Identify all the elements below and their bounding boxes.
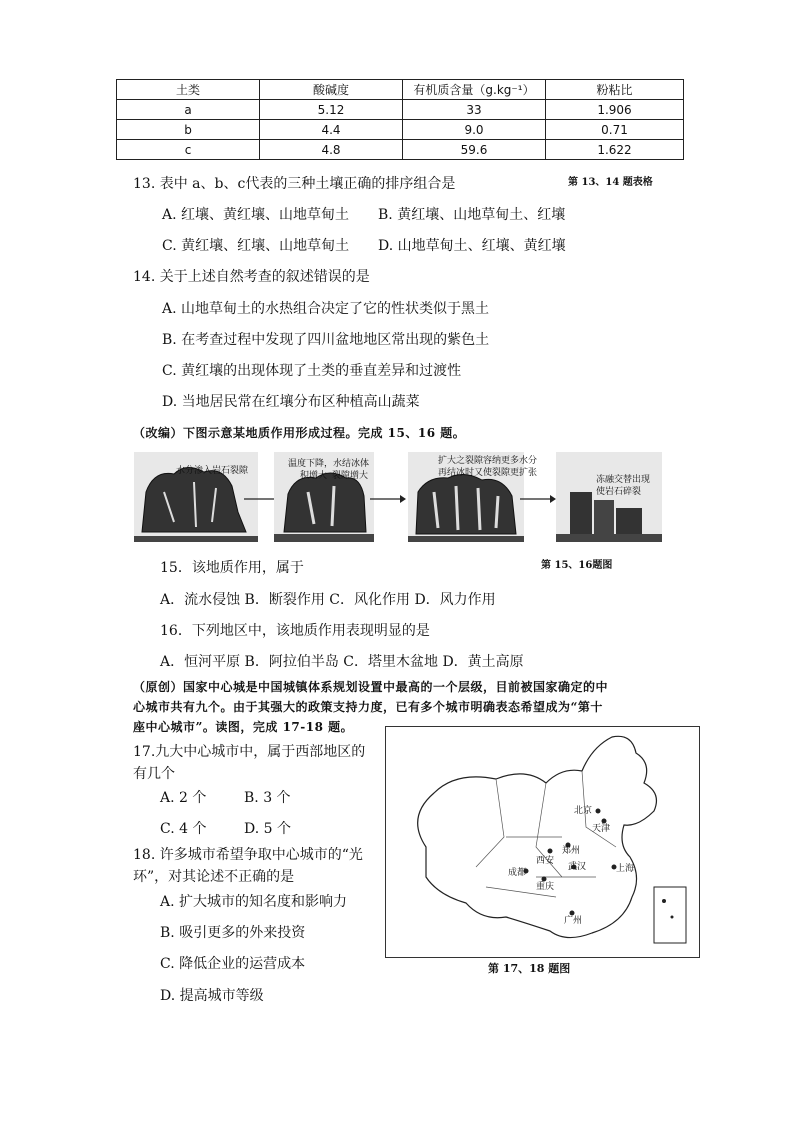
- table-header-row: [117, 80, 684, 100]
- map-city-label: 天津: [592, 824, 611, 834]
- figure-caption: 第 15、16题图: [541, 560, 613, 571]
- table-row: [117, 120, 684, 140]
- arrow-icon: [370, 494, 406, 504]
- question-14: 14. 关于上述自然考查的叙述错误的是: [133, 269, 370, 285]
- table-cell: b: [117, 120, 260, 140]
- q13-option-c[interactable]: C. 黄红壤、红壤、山地草甸土: [162, 238, 350, 254]
- map-city-label: 北京: [574, 806, 593, 816]
- table-header-cell: 有机质含量（g.kg⁻¹）: [403, 80, 546, 100]
- map-city-label: 成都: [508, 868, 527, 878]
- q14-option-b[interactable]: B. 在考查过程中发现了四川盆地地区常出现的紫色土: [162, 332, 490, 348]
- q18-option-c[interactable]: C. 降低企业的运营成本: [160, 956, 306, 972]
- question-17-line1: 17.九大中心城市中，属于西部地区的: [133, 744, 366, 760]
- q18-option-a[interactable]: A. 扩大城市的知名度和影响力: [160, 894, 348, 910]
- map-city-label: 武汉: [568, 862, 587, 872]
- china-map-outline: [386, 727, 699, 957]
- arrow-icon: [520, 494, 556, 504]
- question-18-line2: 环”，对其论述不正确的是: [133, 869, 295, 885]
- table-header-cell: 粉粘比: [546, 80, 684, 100]
- section-intro-15-16: （改编）下图示意某地质作用形成过程。完成 15、16 题。: [133, 426, 466, 440]
- table-cell: 5.12: [260, 100, 403, 120]
- q17-option-a[interactable]: A. 2 个: [160, 790, 207, 806]
- table-row: [117, 140, 684, 160]
- map-city-label: 西安: [536, 856, 555, 866]
- q14-option-d[interactable]: D. 当地居民常在红壤分布区种植高山蔬菜: [162, 394, 420, 410]
- map-city-label: 重庆: [536, 882, 555, 892]
- table-cell: c: [117, 140, 260, 160]
- q15-options[interactable]: A．流水侵蚀 B．断裂作用 C．风化作用 D．风力作用: [160, 592, 496, 608]
- q16-options[interactable]: A．恒河平原 B．阿拉伯半岛 C．塔里木盆地 D．黄土高原: [160, 654, 524, 670]
- table-header-cell: 土类: [117, 80, 260, 100]
- map-city-label: 广州: [564, 916, 583, 926]
- map-city-label: 上海: [616, 864, 635, 874]
- figure-label: 温度下降，水结冰体: [288, 459, 370, 469]
- table-cell: 1.906: [546, 100, 684, 120]
- question-18-line1: 18. 许多城市希望争取中心城市的“光: [133, 847, 363, 863]
- q17-option-b[interactable]: B. 3 个: [244, 790, 291, 806]
- figure-label: 裂隙增大: [332, 471, 369, 481]
- table-cell: a: [117, 100, 260, 120]
- table-cell: 1.622: [546, 140, 684, 160]
- figure-label: 水分渗入岩石裂隙: [176, 466, 249, 476]
- q17-option-d[interactable]: D. 5 个: [244, 821, 291, 837]
- q14-option-c[interactable]: C. 黄红壤的出现体现了土类的垂直差异和过渡性: [162, 363, 462, 379]
- question-16: 16．下列地区中，该地质作用表现明显的是: [160, 623, 430, 639]
- soil-table: [116, 79, 684, 160]
- figure-label: 冻融交替出现: [596, 475, 651, 485]
- table-cell: 33: [403, 100, 546, 120]
- table-cell: 59.6: [403, 140, 546, 160]
- table-caption: 第 13、14 题表格: [568, 177, 653, 188]
- figure-label: 扩大之裂隙容纳更多水分: [438, 456, 538, 466]
- table-cell: 4.4: [260, 120, 403, 140]
- figure-label: 再结冰时又使裂隙更扩张: [438, 468, 538, 478]
- figure-label: 使岩石碎裂: [596, 487, 642, 497]
- table-cell: 0.71: [546, 120, 684, 140]
- q14-option-a[interactable]: A. 山地草甸土的水热组合决定了它的性状类似于黑土: [162, 301, 490, 317]
- table-row: [117, 100, 684, 120]
- table-cell: 4.8: [260, 140, 403, 160]
- map-city-label: 郑州: [562, 846, 581, 856]
- figure-label: 积增大: [300, 471, 328, 481]
- rock-stage-4-image: [556, 452, 662, 542]
- china-map: [385, 726, 700, 958]
- map-caption: 第 17、18 题图: [488, 962, 571, 975]
- q13-option-a[interactable]: A. 红壤、黄红壤、山地草甸土: [162, 207, 350, 223]
- q18-option-d[interactable]: D. 提高城市等级: [160, 988, 264, 1004]
- section-intro-17-18-line1: （原创）国家中心城是中国城镇体系规划设置中最高的一个层级，目前被国家确定的中: [133, 680, 609, 694]
- question-17-line2: 有几个: [133, 766, 175, 782]
- table-cell: 9.0: [403, 120, 546, 140]
- section-intro-17-18-line3: 座中心城市”。读图，完成 17-18 题。: [133, 720, 354, 734]
- section-intro-17-18-line2: 心城市共有九个。由于其强大的政策支持力度，已有多个城市明确表态希望成为“第十: [133, 700, 603, 714]
- question-15: 15．该地质作用，属于: [160, 560, 304, 576]
- table-header-cell: 酸碱度: [260, 80, 403, 100]
- question-13: 13. 表中 a、b、c代表的三种土壤正确的排序组合是: [133, 176, 456, 192]
- q17-option-c[interactable]: C. 4 个: [160, 821, 207, 837]
- q13-option-d[interactable]: D. 山地草甸土、红壤、黄红壤: [378, 238, 566, 254]
- q18-option-b[interactable]: B. 吸引更多的外来投资: [160, 925, 306, 941]
- q13-option-b[interactable]: B. 黄红壤、山地草甸土、红壤: [378, 207, 566, 223]
